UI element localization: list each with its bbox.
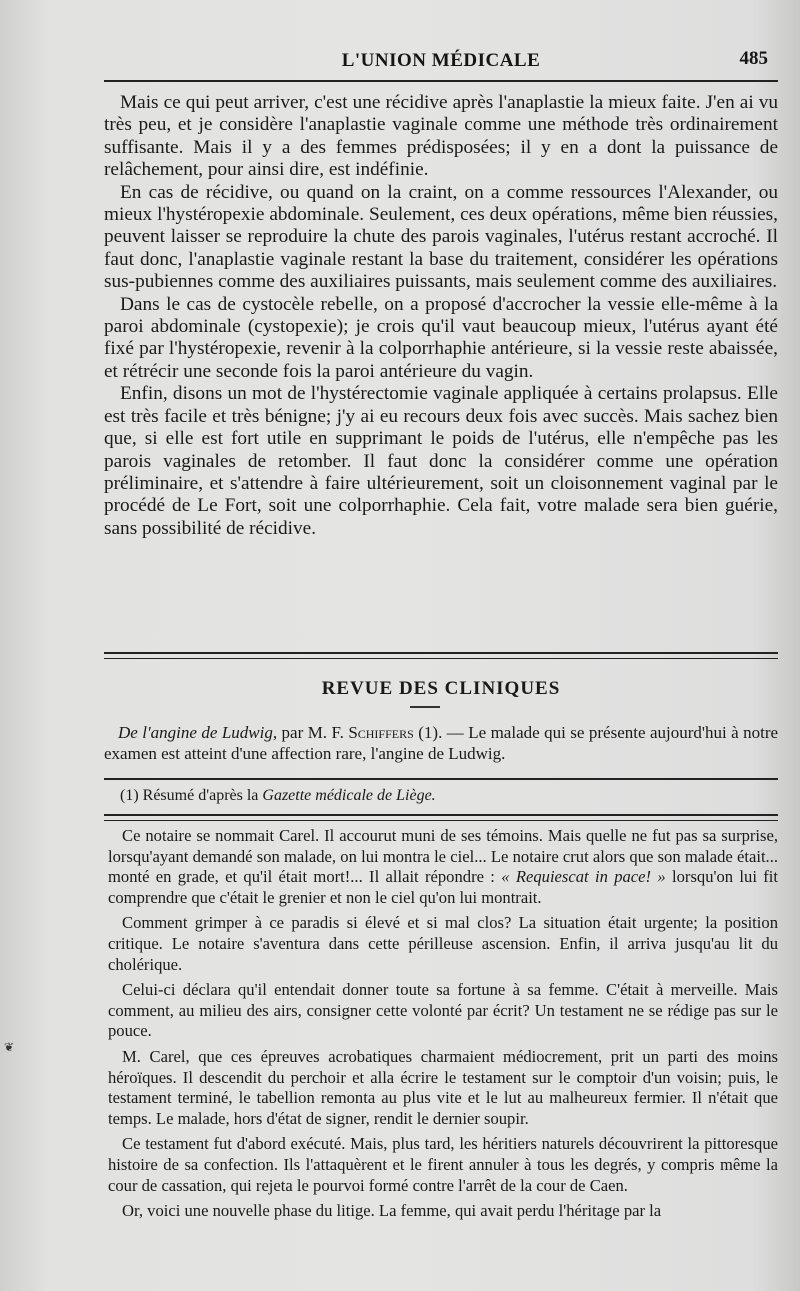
clinic-intro-text: (1). — Le malade qui se présente aujourd'hui à notre examen est atteint d'une affection rare, l'angine de Ludwig.	[104, 723, 779, 763]
footnote	[120, 787, 778, 805]
section-title: REVUE DES CLINIQUES	[321, 678, 561, 699]
feuilleton-paragraph-notaire	[108, 826, 778, 908]
clinic-author-prefix: par M. F.	[281, 723, 344, 742]
feuilleton-paragraph-fortune: Celui-ci déclara qu'il entendait donner toute sa fortune à sa femme. C'était à merveille. Mais comment, au milieu des airs, consigner cette volonté par écrit? Un testament ne se rédige pas sur le pouce.	[108, 980, 778, 1041]
title-ornament	[410, 706, 440, 708]
clinic-intro-paragraph	[104, 722, 778, 764]
header-rule	[104, 80, 778, 82]
paragraph-recidive: Mais ce qui peut arriver, c'est une récidive après l'anaplastie la mieux faite. J'en ai vu très peu, et je considère l'anaplastie vaginale comme une méthode très ordinairement suffisante. Mais il y a des femmes prédisposées; il y en a dont la puissance de relâchement, pour ainsi dire, est indéfinie.	[104, 92, 778, 181]
feuilleton-paragraph-carel: M. Carel, que ces épreuves acrobatiques charmaient médiocrement, prit un parti des moins héroïques. Il descendit du perchoir et alla écrire le testament sur le comptoir d'un voisin; puis, le testament terminé, le tabellion remonta au plus vite et le lut au malheureux fermier. Il n'était que temps. Le malade, hors d'état de signer, rendit le dernier soupir.	[108, 1046, 778, 1128]
clinic-author: Schiffers	[348, 723, 414, 742]
footnote-rule	[104, 778, 778, 780]
margin-mark-icon: ❦	[4, 1040, 15, 1054]
feuilleton-paragraph-litige: Or, voici une nouvelle phase du litige. La femme, qui avait perdu l'héritage par la	[122, 1201, 662, 1221]
feuilleton-quote: « Requiescat in pace! »	[501, 867, 666, 887]
paragraph-cystocele: Dans le cas de cystocèle rebelle, on a proposé d'accrocher la vessie elle-même à la paroi abdominale (cystopexie); je crois qu'il vaut beaucoup mieux, l'utérus ayant été fixé par l'hystéropexie, revenir à la colporrhaphie antérieure, si la vessie reste abaissée, et rétrécir une seconde fois la paroi antérieure du vagin.	[104, 293, 778, 382]
feuilleton-paragraph-testament: Ce testament fut d'abord exécuté. Mais, plus tard, les héritiers naturels découvrirent la pittoresque histoire de sa confection. Ils l'attaquèrent et le firent annuler à tous les degrés, y compris même la cour de cassation, qui rejeta le pourvoi formé contre l'arrêt de la cour de Caen.	[108, 1134, 778, 1195]
footnote-source: Gazette médicale de Liège.	[262, 787, 436, 804]
clinic-intro	[104, 722, 778, 764]
feuilleton-text: Ce notaire se nommait Carel. Il accourut muni de ses témoins. Mais quelle ne fut pas sa surprise, lorsqu'ayant demandé son malade, on lui montra le ciel... Le notaire crut alors que son malade était... monté en grade, et qu'il était mort!... Il allait répondre :	[108, 826, 778, 887]
paragraph-hysterectomie: Enfin, disons un mot de l'hystérectomie vaginale appliquée à certains prolapsus. Elle est très facile et très bénigne; j'y ai eu recours deux fois avec succès. Mais sachez bien que, si elle est fort utile en supprimant le poids de l'utérus, elle n'empêche pas les parois vaginales de retomber. Il faut donc la considérer comme une opération préliminaire, et s'attendre à faire ultérieurement, soit un cloisonnement vaginal par le procédé de Le Fort, soit une colporrhaphie. Cela fait, votre malade sera bien guérie, sans possibilité de récidive.	[104, 383, 778, 539]
feuilleton-paragraph-paradis: Comment grimper à ce paradis si élevé et si mal clos? La situation était urgente; la position critique. Le notaire s'aventura dans cette périlleuse ascension. Enfin, il arriva jusqu'au lit du cholérique.	[108, 913, 778, 974]
running-head: L'UNION MÉDICALE	[341, 50, 541, 71]
clinic-article-title: De l'angine de Ludwig,	[118, 723, 278, 742]
page-number: 485	[739, 48, 768, 69]
feuilleton	[108, 826, 778, 1227]
feuilleton-divider	[104, 814, 778, 821]
page-header	[104, 46, 778, 76]
footnote-prefix: (1) Résumé d'après la	[120, 787, 259, 804]
paragraph-ressources: En cas de récidive, ou quand on la craint, on a comme ressources l'Alexander, ou mieux l'hystéropexie abdominale. Seulement, ces deux opérations, même bien réussies, peuvent laisser se reproduire la chute des parois vaginales, l'utérus restant accroché. Il faut donc, l'anaplastie vaginale restant la base du traitement, considérer les opérations sus-pubiennes comme des auxiliaires puissants, mais seulement comme des auxiliaires.	[104, 181, 778, 293]
article-body	[104, 92, 778, 540]
feuilleton-text: lorsqu'on lui fit comprendre que c'était le grenier et non le ciel qu'on lui montrait.	[108, 867, 778, 907]
section-divider	[104, 652, 778, 659]
